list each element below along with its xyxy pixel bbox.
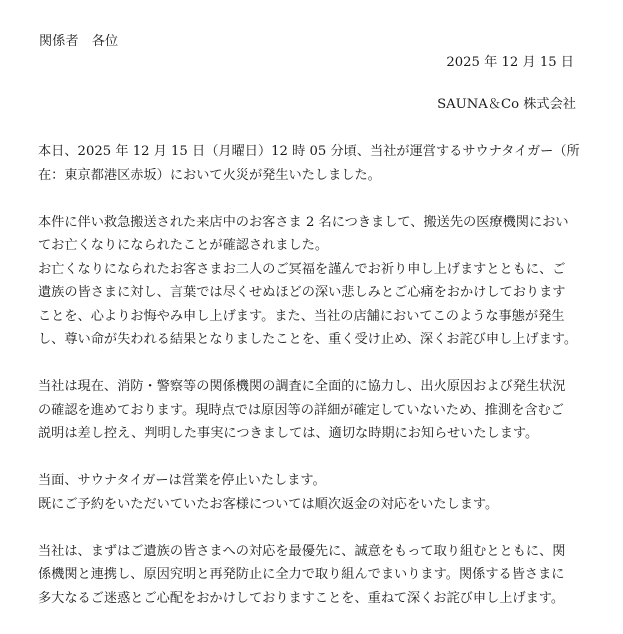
paragraph-suspension xyxy=(38,469,586,516)
text-line: 多大なるご迷惑とご心配をおかけしておりますことを、重ねて深くお詫び申し上げます。 xyxy=(38,590,565,606)
text-line: 在：東京都港区赤坂）において火災が発生いたしました。 xyxy=(38,167,381,183)
text-line: し、尊い命が失われる結果となりましたことを、重く受け止め、深くお詫び申し上げます。 xyxy=(38,332,578,347)
company-name: SAUNA＆Co 株式会社 xyxy=(437,97,576,112)
paragraph-fire-report xyxy=(38,140,586,187)
text-line: 既にご予約をいただいていたお客様については順次返金の対応をいたします。 xyxy=(38,496,499,512)
paragraph-condolences xyxy=(38,258,586,352)
text-line: 当社は、まずはご遺族の皆さまへの対応を最優先に、誠意をもって取り組むとともに、関 xyxy=(38,543,566,559)
text-line: お亡くなりになられたお客さまお二人のご冥福を謹んでお祈り申し上げますとともに、ご xyxy=(38,261,566,277)
text-line: 本日、2025 年 12 月 15 日（月曜日）12 時 05 分頃、当社が運営するサウナタイガー（所 xyxy=(38,144,580,159)
text-line: てお亡くなりになられたことが確認されました。 xyxy=(38,238,329,253)
text-line: 本件に伴い救急搬送された来店中のお客さま 2 名につきまして、搬送先の医療機関におい xyxy=(38,214,569,230)
text-line: 当社は現在、消防・警察等の関係機関の調査に全面的に協力し、出火原因および発生状況 xyxy=(38,379,566,394)
text-line: 遺族の皆さまに対し、言葉では尽くせぬほどの深い悲しみとご心痛をおかけしております xyxy=(38,285,566,300)
addressee: 関係者 各位 xyxy=(39,34,119,49)
text-line: 説明は差し控え、判明した事実につきましては、適切な時期にお知らせいたします。 xyxy=(38,426,539,441)
text-line: ことを、心よりお悔やみ申し上げます。また、当社の店舗においてこのような事態が発生 xyxy=(38,308,565,324)
paragraph-casualties xyxy=(38,211,586,258)
text-line: 係機関と連携し、原因究明と再発防止に全力で取り組んでまいります。関係する皆さまに xyxy=(38,567,565,582)
text-line: の確認を進めております。現時点では原因等の詳細が確定していないため、推測を含むご xyxy=(38,402,564,418)
paragraph-investigation xyxy=(38,375,586,446)
notice-body xyxy=(38,140,586,634)
notice-date: 2025 年 12 月 15 日 xyxy=(446,55,574,70)
text-line: 当面、サウナタイガーは営業を停止いたします。 xyxy=(38,473,326,488)
paragraph-commitment xyxy=(38,540,586,611)
